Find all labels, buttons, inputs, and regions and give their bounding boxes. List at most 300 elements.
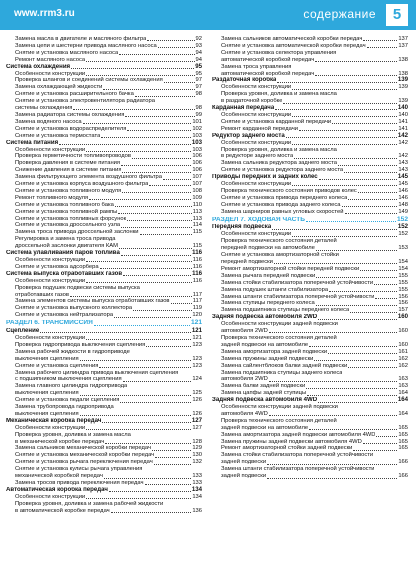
toc-entry-title: Раздаточная коробка [212,77,277,84]
toc-entry-title: Автоматическая коробка передач [6,486,108,493]
toc-entry [6,181,202,188]
dot-leader [318,402,397,403]
toc-entry-title: дроссельной заслонки двигателя КАМ [15,243,118,250]
toc-entry-title: Снятие и установка термостата [15,132,101,139]
toc-entry [6,50,202,57]
toc-entry-title: Снятие и установка педали сцепления [15,397,120,404]
dot-leader [127,220,192,221]
toc-entry [212,432,408,439]
toc-entry [6,126,202,133]
toc-page-number: 117 [192,298,202,305]
toc-entry-title: Особенности конструкции [15,334,86,341]
toc-page-number: 106 [192,160,202,167]
toc-entry-title: Замена подушек штанги стабилизатора [221,286,329,293]
toc-entry [6,312,202,319]
toc-page-number: 113 [192,208,202,215]
toc-page-number: 121 [192,334,202,341]
toc-entry-title: Замена охлаждающей жидкости [15,84,103,91]
toc-entry [212,259,408,266]
dot-leader [338,165,397,166]
toc-entry-title: Проверка уровня, доливка и замена масла [221,91,337,98]
toc-page-number: 106 [192,167,202,174]
dot-leader [122,192,191,193]
dot-leader [316,305,398,306]
dot-leader [71,68,194,69]
toc-entry-title: Приводы передних и задних колес [212,174,318,181]
toc-entry [212,252,408,259]
toc-column-right [212,36,408,568]
toc-section-heading [6,64,202,71]
dot-leader [86,498,191,499]
dot-leader [80,395,192,396]
dot-leader [375,298,397,299]
toc-entry-title: Замена сайлентблоков балки задней подвески [221,362,348,369]
toc-entry-title: Проверка технического состояния приводов колес [221,187,357,194]
dot-leader [307,395,397,396]
toc-entry-title: Замена рабочего цилиндра привода выключения сцепления [15,369,179,376]
dot-leader [102,422,190,423]
toc-entry-title: Замена штанги стабилизатора поперечной устойчивости [221,293,375,300]
toc-page-number: 127 [191,416,202,424]
dot-leader [135,96,195,97]
toc-entry-title: Замена сальников механической коробки передач [15,445,152,452]
dot-leader [272,229,397,230]
toc-entry-title: Замена цепи и шестерни привода масляного насоса [15,42,157,49]
toc-entry [6,160,202,167]
toc-entry-title: Замена элементов системы выпуска отработавших газов [15,298,170,305]
toc-page-number: 155 [398,279,408,286]
toc-entry-title: Особенности конструкции [221,84,292,91]
toc-entry [212,126,408,133]
toc-entry-title: передней подвески [221,259,273,265]
toc-entry-title: Замена водяного насоса [15,118,82,125]
toc-entry [212,167,408,174]
toc-entry [212,370,408,377]
toc-page-number: 125 [192,390,202,397]
toc-entry-title: автомобиля 2WD [221,328,268,335]
toc-page-number: 134 [191,485,202,493]
toc-entry [6,390,202,397]
dot-leader [292,236,397,237]
toc-section-heading [212,314,408,321]
dot-leader [294,158,397,159]
toc-entry-title: Особенности конструкции задней подвески [221,321,338,328]
toc-entry-title: Регулировка и замена троса привода [15,236,116,243]
dot-leader [104,478,191,479]
toc-entry [6,404,202,411]
toc-entry [6,480,202,487]
toc-page-number: 146 [398,194,408,201]
toc-entry [212,390,408,397]
toc-page-number: 133 [192,473,202,480]
toc-entry [212,356,408,363]
dot-leader [111,512,192,513]
toc-entry [212,112,408,119]
toc-entry [212,181,408,188]
toc-entry-title: Ремонт масляного насоса [15,56,86,63]
toc-entry [6,98,202,105]
header-bar [0,0,416,30]
toc-entry-title: задней подвески на автомобиле [221,424,309,431]
toc-page-number: 152 [398,231,408,238]
toc-page-number: 160 [398,341,408,348]
toc-part-heading [6,320,202,327]
toc-entry [6,202,202,209]
toc-entry-title: задней подвески [221,459,267,466]
dot-leader [348,199,397,200]
toc-entry [6,335,202,342]
toc-entry [212,36,408,43]
toc-entry [6,57,202,64]
dot-leader [309,429,397,430]
toc-page-number: 149 [398,208,408,215]
toc-entry-title: автоматической коробкой передач [221,56,315,63]
dot-leader [86,61,194,62]
toc-entry-title: Замена радиатора системы охлаждения [15,111,125,118]
toc-entry [212,238,408,245]
toc-entry [6,445,202,452]
toc-entry-title: Снятие и установка топливной рампы [15,208,118,215]
dot-leader [269,332,398,333]
dot-leader [86,282,192,283]
toc-entry [6,71,202,78]
toc-entry-title: Особенности конструкции [15,493,86,500]
toc-entry [212,473,408,480]
toc-entry [212,307,408,314]
toc-entry-title: Снятие и установка карданной передачи [221,118,332,125]
toc-entry [212,119,408,126]
toc-page-number: 123 [192,355,202,362]
toc-page-number: 164 [398,410,408,417]
dot-leader [103,89,194,90]
toc-entry-title: Особенности конструкции [221,181,292,188]
toc-page-number: 145 [398,181,408,188]
section-title: содержание [303,7,376,21]
dot-leader [89,199,191,200]
toc-entry-title: Замена подшипника ступицы переднего колеса [221,307,350,314]
toc-entry-title: Снятие и установка расширительного бачка [15,91,134,98]
dot-leader [152,450,191,451]
dot-leader [348,367,397,368]
dot-leader [123,381,192,382]
toc-entry [6,195,202,202]
site-url[interactable]: www.rrm3.ru [14,8,75,19]
toc-entry [6,264,202,271]
toc-entry [6,278,202,285]
toc-entry [6,459,202,466]
toc-entry-title: Особенности конструкции [221,111,292,118]
toc-entry [212,202,408,209]
toc-page-number: 121 [191,327,202,335]
toc-page-number: 140 [398,111,408,118]
toc-entry-title: Снятие и установка редуктора заднего моста [221,167,344,174]
toc-entry-title: Снятие и установка водораспределителя [15,125,127,132]
dot-leader [70,296,192,297]
toc-entry [212,452,408,459]
toc-entry-title: автомобиля 4WD [221,410,268,417]
toc-page-number: 137 [398,36,408,42]
toc-entry-title: Проверка шлангов и соединений системы охлаждения [15,77,163,84]
toc-page-number: 116 [192,277,202,284]
dot-leader [121,165,191,166]
toc-entry [212,273,408,280]
dot-leader [40,332,191,333]
dot-leader [344,172,397,173]
dot-leader [309,346,397,347]
toc-entry [6,466,202,473]
toc-entry [6,153,202,160]
toc-entry-title: в автоматической коробке передач [15,507,110,514]
dot-leader [283,103,397,104]
toc-page-number: 143 [398,160,408,167]
dot-leader [121,227,192,228]
toc-entry-title: Снятие и установка рычага переключения передач [15,459,153,466]
dot-leader [155,457,191,458]
toc-page-number: 163 [398,376,408,383]
dot-leader [154,464,192,465]
toc-entry-title: отработавших газов [15,291,69,298]
toc-page-number: 93 [195,42,202,49]
toc-entry-title: Проверка технического состояния деталей [221,238,337,245]
dot-leader [319,179,397,180]
toc-entry [6,43,202,50]
dot-leader [274,263,397,264]
toc-entry-title: Снятие и установка механической коробки передач [15,452,155,459]
toc-entry [212,287,408,294]
dot-leader [286,137,397,138]
toc-entry [6,356,202,363]
dot-leader [86,429,191,430]
toc-entry-title: в раздаточной коробке [221,98,283,105]
toc-page-number: 157 [398,307,408,314]
toc-page-number: 142 [398,153,408,160]
toc-entry-title: Ремонт топливного модуля [15,194,89,201]
toc-entry [6,105,202,112]
toc-entry [6,147,202,154]
dot-leader [100,268,192,269]
toc-entry [212,245,408,252]
toc-entry-title: Замена штанги стабилизатора поперечной устойчивости [221,466,375,473]
toc-entry [6,243,202,250]
toc-page-number: 127 [192,424,202,431]
toc-page-number: 166 [398,473,408,480]
toc-page-number: 119 [192,305,202,312]
toc-entry-title: автоматической коробкой передач [221,70,315,77]
dot-leader [86,151,191,152]
toc-page-number: 152 [396,215,408,223]
toc-page-number: 121 [190,319,202,327]
toc-entry [6,342,202,349]
toc-entry-title: Ремонт карданной передачи [221,125,298,132]
toc-page-number: 156 [398,293,408,300]
toc-entry-title: Замена рабочей жидкости в гидроприводе [15,348,130,355]
dot-leader [125,116,194,117]
dot-leader [363,40,397,41]
toc-entry-title: Снятие и установка сцепления [15,362,99,369]
dot-leader [59,144,191,145]
toc-entry-title: РАЗДЕЛ 7. ХОДОВАЯ ЧАСТЬ [212,216,306,223]
toc-page-number: 110 [192,201,202,208]
toc-page-number: 126 [192,397,202,404]
toc-entry-title: Особенности конструкции [15,424,86,431]
toc-entry [6,383,202,390]
dot-leader [292,144,397,145]
toc-entry-title: Замена троса привода дроссельной заслонки [15,229,139,236]
dot-leader [123,275,191,276]
toc-entry-title: Снятие и установка автоматической коробки передач [221,42,366,49]
toc-page-number: 142 [398,139,408,146]
toc-entry-title: Замена амортизатора задней подвески [221,348,328,355]
toc-entry [212,300,408,307]
toc-page-number: 138 [398,70,408,77]
toc-page-number: 123 [192,341,202,348]
dot-leader [306,221,396,222]
dot-leader [133,310,192,311]
toc-page-number: 113 [192,215,202,222]
toc-page-number: 114 [192,222,202,229]
dot-leader [277,82,396,83]
toc-entry-title: Снятие и установка амортизаторной стойки [221,252,339,259]
dot-leader [127,130,191,131]
toc-page-number: 146 [398,187,408,194]
toc-column-left [6,36,202,568]
toc-page-number: 164 [398,390,408,397]
toc-entry-title: Снятие и установка топливного бака [15,201,114,208]
toc-page-number: 94 [195,49,202,56]
dot-leader [101,137,191,138]
toc-entry [6,119,202,126]
toc-page-number: 97 [195,84,202,91]
toc-entry-title: задней подвески на автомобиле [221,341,309,348]
dot-leader [145,484,192,485]
toc-entry-title: Замена цапфы задней ступицы [221,390,307,397]
dot-leader [149,185,191,186]
toc-entry-title: Снятие и установка селектора управления [221,49,337,56]
toc-entry-title: Замена амортизатора задней подвески автомобиля 4WD [221,431,376,438]
toc-entry-title: Замена ступицы переднего колеса [221,300,315,307]
toc-page-number: 133 [192,480,202,486]
toc-page-number: 162 [398,355,408,362]
toc-entry-title: в редукторе заднего моста [221,153,294,160]
toc-page-number: 103 [192,146,202,153]
toc-page-number: 97 [195,77,202,84]
toc-entry-title: Сцепление [6,328,40,335]
toc-page-number: 124 [192,376,202,383]
toc-page-number: 130 [192,452,202,459]
dot-leader [275,109,397,110]
toc-section-heading [212,397,408,404]
dot-leader [122,172,191,173]
toc-page-number: 162 [398,362,408,369]
toc-entry [6,432,202,439]
toc-page-number: 98 [195,91,202,98]
toc-page-number: 143 [398,167,408,174]
toc-page-number: 126 [192,410,202,417]
toc-section-heading [6,418,202,425]
dot-leader [73,109,194,110]
toc-page-number: 132 [192,459,202,466]
toc-entry [212,363,408,370]
toc-entry-title: Снятие и установка привода заднего колеса [221,201,341,208]
toc-entry [212,335,408,342]
toc-entry [6,229,202,236]
toc-page-number: 116 [192,269,202,277]
dot-leader [345,213,398,214]
toc-entry-title: Замена масла в двигателе и масляного фильтра [15,36,147,42]
toc-page-number: 139 [397,76,408,84]
toc-page-number: 163 [398,383,408,390]
dot-leader [292,116,397,117]
toc-entry [212,459,408,466]
toc-entry [6,452,202,459]
toc-page-number: 165 [398,431,408,438]
dot-leader [360,270,397,271]
dot-leader [99,367,191,368]
dot-leader [86,339,191,340]
toc-page-number: 138 [398,56,408,63]
dot-leader [269,381,398,382]
toc-page-number: 155 [398,286,408,293]
toc-entry [6,91,202,98]
toc-section-heading [212,224,408,231]
toc-entry-title: Проверка технического состояния деталей [221,417,337,424]
dot-leader [105,443,191,444]
toc-entry-title: Снятие и установка выпускного коллектора [15,305,133,312]
toc-entry [212,404,408,411]
toc-page-number: 134 [192,493,202,500]
toc-entry-title: Система охлаждения [6,63,71,70]
dot-leader [299,130,397,131]
toc-entry-title: Система питания [6,139,59,146]
toc-page-number: 120 [192,312,202,319]
toc-page-number: 165 [398,445,408,452]
toc-entry [6,425,202,432]
toc-entry [6,370,202,377]
toc-entry-title: Снятие и установка топливных форсунок [15,215,127,222]
toc-part-heading [212,217,408,224]
toc-entry-title: выключения сцепления [15,390,79,397]
toc-page-number: 145 [397,173,408,181]
dot-leader [80,415,192,416]
toc-entry-title: Замена тросов привода переключения передач [15,480,144,486]
toc-entry-title: Снятие и установка масляного насоса [15,49,119,56]
toc-entry-title: Особенности конструкции [221,231,292,238]
toc-entry-title: Замена подшипника ступицы заднего колеса [221,369,343,376]
toc-entry-title: Особенности конструкции [15,277,86,284]
dot-leader [316,250,397,251]
toc-entry [6,508,202,515]
toc-page-number: 101 [192,118,202,125]
toc-page-number: 116 [192,257,202,263]
dot-leader [114,317,191,318]
toc-entry-title: передней подвески на автомобиле [221,245,315,252]
dot-leader [140,234,192,235]
toc-entry [212,98,408,105]
toc-entry-title: Замена троса управления [221,63,292,70]
toc-entry-title: Особенности конструкции задней подвески [221,404,338,411]
toc-entry [212,140,408,147]
toc-entry-title: Снятие и установка адсорбера [15,263,99,270]
toc-entry-title: Механическая коробка передач [6,417,102,424]
toc-page-number: 139 [398,84,408,91]
toc-entry-title: Особенности конструкции [15,257,86,263]
toc-entry-title: выключения сцепления [15,410,79,417]
toc-entry-title: Карданная передача [212,105,275,112]
toc-entry [212,64,408,71]
toc-entry [6,363,202,370]
toc-entry [6,112,202,119]
toc-section-heading [212,174,408,181]
